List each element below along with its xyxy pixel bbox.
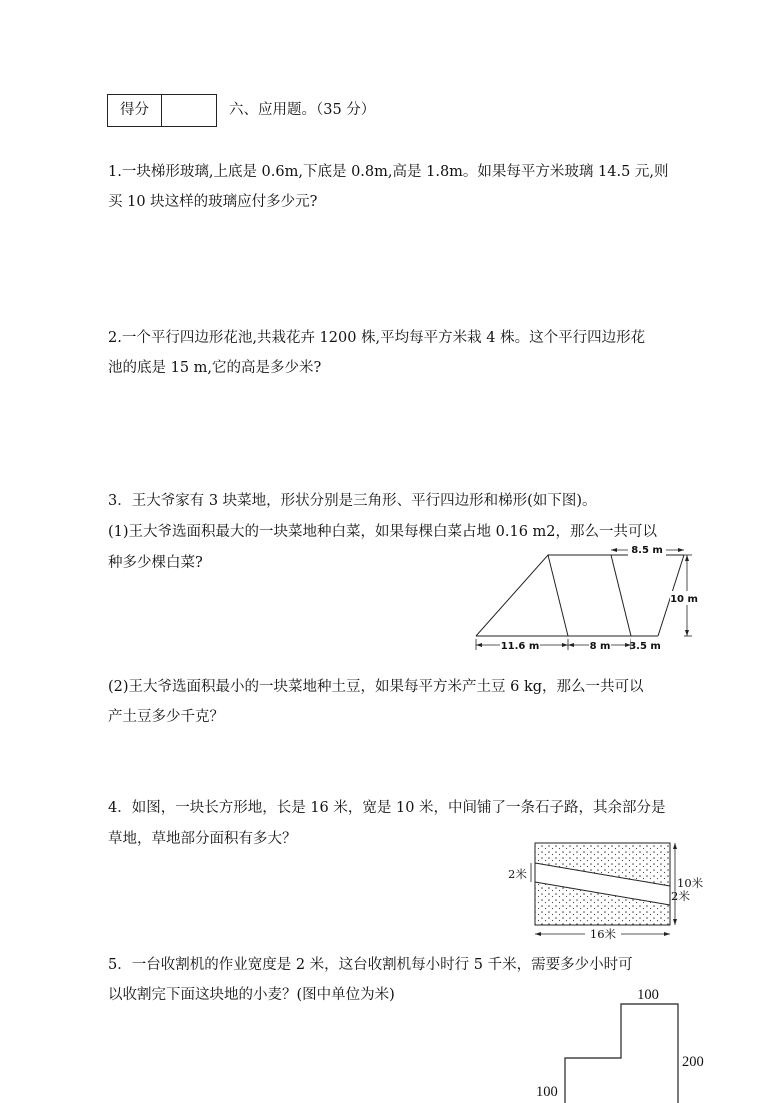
q4-figure [505,838,720,944]
q5-line1: 5．一台收割机的作业宽度是 2 米，这台收割机每小时行 5 千米，需要多少小时可 [108,957,633,973]
q5-right-label: 200 [682,1054,704,1070]
q3-sub2-line2: 产土豆多少千克？ [108,709,224,725]
q3-line1: 3．王大爷家有 3 块菜地，形状分别是三角形、平行四边形和梯形(如下图)。 [108,493,597,509]
q3-arrow [562,643,568,647]
q4-grass-upper [535,843,670,886]
q4-left-label: 2米 [508,867,527,881]
q3-sub1-line1: (1)王大爷选面积最大的一块菜地种白菜，如果每棵白菜占地 0.16 m2，那么一共可以 [108,524,658,540]
q4-right-label: 10米 [677,876,704,890]
q4-arrow [673,843,677,849]
q4-arrow [664,932,670,936]
q5-figure [530,980,720,1103]
q2-line2: 池的底是 15 m,它的高是多少米? [108,360,322,376]
q4-arrow [673,919,677,925]
q3-bottom-label-2: 8 m [589,641,611,652]
q3-height-label: 10 m [670,594,698,605]
q2-line1: 2.一个平行四边形花池,共栽花卉 1200 株,平均每平方米栽 4 株。这个平行四边形花 [108,330,646,346]
section-title: 六、应用题。（35 分） [229,102,376,118]
q5-line2: 以收割完下面这块地的小麦？(图中单位为米) [108,987,395,1003]
q4-grass-lower [535,882,670,925]
q3-sub2-line1: (2)王大爷选面积最小的一块菜地种土豆，如果每平方米产土豆 6 kg，那么一共可以 [108,679,644,695]
q3-triangle [476,555,568,636]
q4-arrow [535,932,541,936]
q5-top-label: 100 [637,987,659,1003]
q3-bottom-label-3: 3.5 m [629,641,661,652]
q3-arrow [476,643,482,647]
q5-left-label: 100 [536,1084,558,1100]
q3-top-label: 8.5 m [631,545,663,556]
q1-line2: 买 10 块这样的玻璃应付多少元? [108,194,318,210]
score-box [107,94,217,127]
q5-field-outline [565,1004,678,1103]
score-label: 得分 [108,95,162,126]
q3-arrow [678,548,684,552]
q4-right-small-label: 2米 [671,889,690,903]
q3-arrow [568,643,574,647]
q3-bottom-label-1: 11.6 m [500,641,540,652]
q4-bottom-label: 16米 [589,927,617,941]
q4-line2: 草地，草地部分面积有多大？ [108,831,297,847]
q3-arrow [685,630,689,636]
q3-arrow [611,548,617,552]
q1-line1: 1.一块梯形玻璃,上底是 0.6m,下底是 0.8m,高是 1.8m。如果每平方米玻璃 14.5 元,则 [108,164,669,180]
q4-line1: 4．如图，一块长方形地，长是 16 米，宽是 10 米，中间铺了一条石子路，其余部分是 [108,800,666,816]
q3-parallelogram-side [611,555,631,636]
q3-sub1-line2: 种多少棵白菜? [108,555,203,571]
q3-arrow [685,555,689,561]
q3-figure [468,538,700,664]
